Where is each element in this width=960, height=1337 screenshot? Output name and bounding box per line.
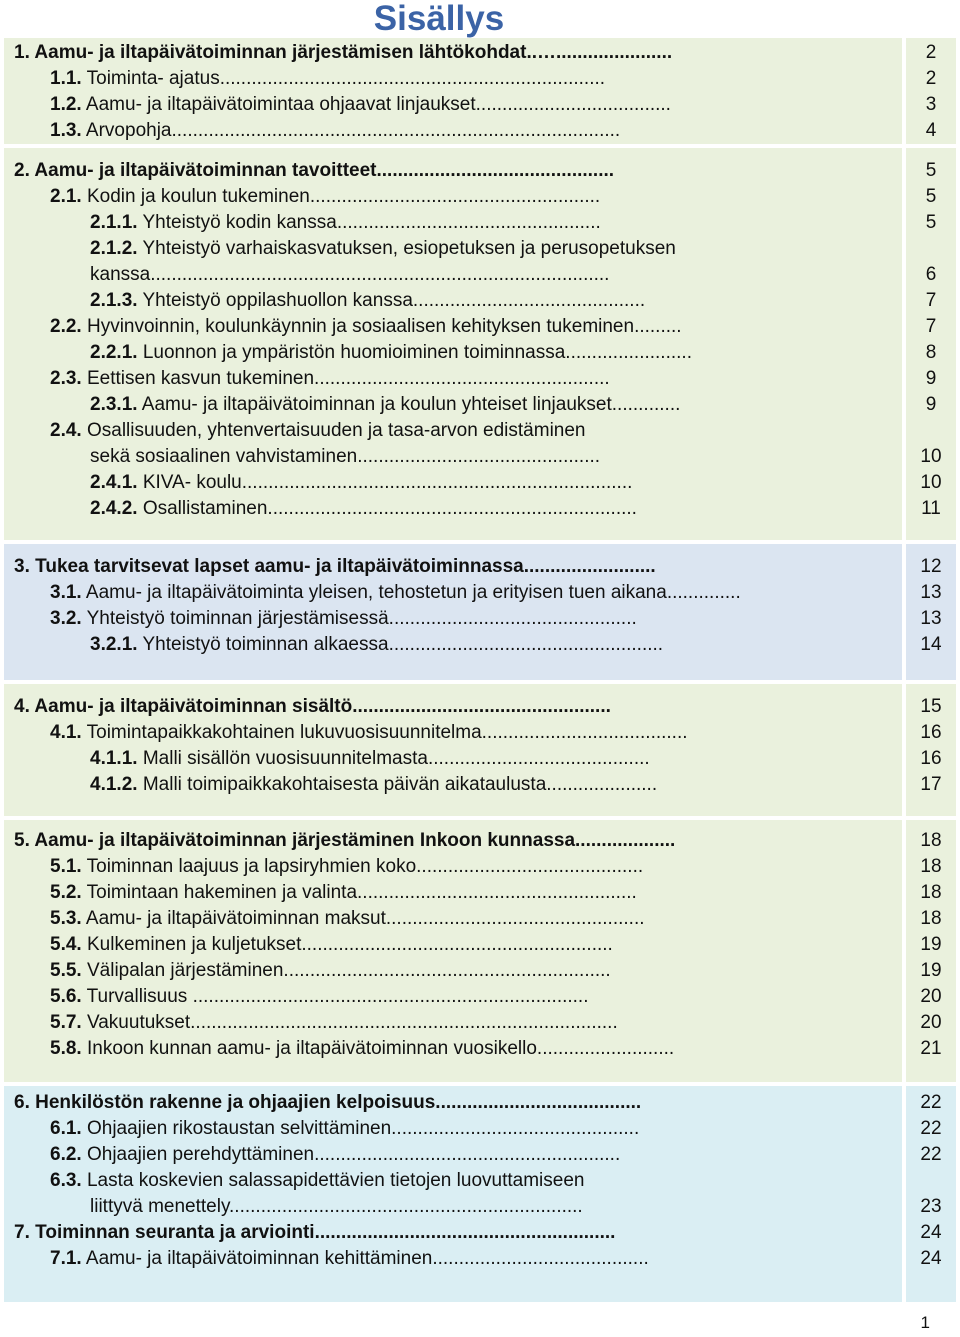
toc-entry-page: 2 <box>925 68 937 89</box>
toc-entry[interactable] <box>90 340 692 366</box>
toc-entry-title: Turvallisuus ........................................................................... <box>81 986 589 1007</box>
toc-entry-number: 3. <box>14 556 30 577</box>
toc-entry[interactable] <box>50 1168 584 1194</box>
toc-entry[interactable] <box>14 554 656 580</box>
toc-section-page-band <box>906 544 956 680</box>
toc-section-text-band <box>4 1086 902 1302</box>
toc-entry[interactable] <box>50 984 589 1010</box>
toc-entry[interactable] <box>90 236 676 262</box>
toc-entry-page: 22 <box>920 1118 942 1139</box>
toc-entry-number: 1. <box>14 42 30 63</box>
toc-entry[interactable] <box>50 66 605 92</box>
toc-entry-page: 22 <box>920 1092 942 1113</box>
toc-entry-number: 3.1. <box>50 582 82 603</box>
toc-section-page-band <box>906 38 956 144</box>
toc-entry-page: 18 <box>920 882 942 903</box>
toc-entry-page: 7 <box>925 290 937 311</box>
toc-entry-page: 10 <box>920 446 942 467</box>
toc-entry-title: Osallisuuden, yhtenvertaisuuden ja tasa-arvon edistäminen <box>81 420 586 441</box>
toc-entry[interactable] <box>50 880 637 906</box>
toc-entry[interactable] <box>50 1142 620 1168</box>
toc-section-page-band <box>906 148 956 540</box>
toc-entry-number: 2.4. <box>50 420 82 441</box>
toc-entry-page: 14 <box>920 634 942 655</box>
toc-entry-page: 12 <box>920 556 942 577</box>
toc-entry-title: Aamu- ja iltapäivätoiminnan maksut................................................. <box>81 908 645 929</box>
toc-entry[interactable] <box>14 828 675 854</box>
toc-entry-title: Malli sisällön vuosisuunnitelmasta.......................................... <box>137 748 650 769</box>
toc-section-text-band <box>4 684 902 816</box>
toc-entry-title: Yhteistyö toiminnan alkaessa.................................................... <box>137 634 664 655</box>
toc-entry[interactable] <box>50 932 613 958</box>
toc-entry-title: Yhteistyö kodin kanssa.................................................. <box>137 212 601 233</box>
toc-entry[interactable] <box>50 854 643 880</box>
toc-entry-page: 6 <box>925 264 937 285</box>
toc-entry[interactable] <box>90 262 609 288</box>
toc-entry[interactable] <box>90 632 663 658</box>
toc-entry-number: 5.4. <box>50 934 82 955</box>
toc-entry-title: Toiminta- ajatus......................................................................... <box>81 68 606 89</box>
toc-entry[interactable] <box>50 184 600 210</box>
page-number: 1 <box>920 1313 930 1332</box>
toc-entry-page: 10 <box>920 472 942 493</box>
toc-entry-number: 5.5. <box>50 960 82 981</box>
toc-entry-number: 6.3. <box>50 1170 82 1191</box>
toc-entry-page: 2 <box>925 42 937 63</box>
toc-entry-number: 5. <box>14 830 30 851</box>
toc-entry[interactable] <box>50 92 671 118</box>
toc-section-text-band <box>4 820 902 1082</box>
toc-entry-page: 11 <box>921 498 941 519</box>
toc-entry-page: 24 <box>920 1248 942 1269</box>
toc-entry-page: 7 <box>925 316 937 337</box>
toc-entry-title: Eettisen kasvun tukeminen........................................................ <box>81 368 610 389</box>
toc-entry-title: Kulkeminen ja kuljetukset........................................................... <box>81 934 613 955</box>
toc-entry-number: 1.2. <box>50 94 82 115</box>
toc-entry-number: 2.4.1. <box>90 472 138 493</box>
toc-entry-number: 2.1.3. <box>90 290 138 311</box>
toc-entry[interactable] <box>14 694 611 720</box>
toc-entry[interactable] <box>50 720 688 746</box>
toc-section <box>4 544 956 680</box>
toc-entry-page: 5 <box>925 186 937 207</box>
toc-section <box>4 820 956 1082</box>
toc-entry[interactable] <box>90 746 650 772</box>
toc-entry[interactable] <box>50 118 620 144</box>
toc-entry[interactable] <box>14 1090 641 1116</box>
toc-entry-title: Inkoon kunnan aamu- ja iltapäivätoiminnan vuosikello.......................... <box>81 1038 675 1059</box>
toc-entry-number: 4.1.1. <box>90 748 138 769</box>
toc-entry-page: 5 <box>925 212 937 233</box>
toc-entry-page: 16 <box>920 748 942 769</box>
toc-entry[interactable] <box>14 1220 615 1246</box>
toc-entry[interactable] <box>50 314 682 340</box>
toc-entry-page: 18 <box>920 908 942 929</box>
toc-entry-number: 2. <box>14 160 30 181</box>
toc-entry[interactable] <box>50 366 610 392</box>
toc-entry[interactable] <box>90 392 680 418</box>
toc-entry-number: 5.3. <box>50 908 82 929</box>
toc-entry-title: Yhteistyö toiminnan järjestämisessä............................................... <box>81 608 637 629</box>
toc-entry-title: liittyvä menettely................................................................... <box>90 1196 583 1217</box>
toc-entry-number: 2.2.1. <box>90 342 138 363</box>
toc-entry[interactable] <box>90 288 645 314</box>
toc-entry-title: Yhteistyö oppilashuollon kanssa............................................ <box>137 290 646 311</box>
toc-entry-title: Ohjaajien perehdyttäminen.......................................................... <box>81 1144 621 1165</box>
toc-entry-page: 18 <box>920 830 942 851</box>
toc-entry-number: 2.3.1. <box>90 394 138 415</box>
toc-entry-number: 5.7. <box>50 1012 82 1033</box>
toc-entry-title: Lasta koskevien salassapidettävien tietojen luovuttamiseen <box>81 1170 585 1191</box>
toc-entry-number: 3.2. <box>50 608 82 629</box>
toc-entry-page: 8 <box>925 342 937 363</box>
toc-entry-title: Toiminnan laajuus ja lapsiryhmien koko........................................... <box>81 856 644 877</box>
toc-entry-title: Välipalan järjestäminen.............................................................. <box>81 960 611 981</box>
toc-entry[interactable] <box>90 1194 583 1220</box>
toc-entry-title: Henkilöstön rakenne ja ohjaajien kelpoisuus....................................... <box>29 1092 642 1113</box>
toc-entry[interactable] <box>50 418 586 444</box>
toc-section <box>4 1086 956 1302</box>
toc-entry-number: 2.1.1. <box>90 212 138 233</box>
toc-entry-number: 5.8. <box>50 1038 82 1059</box>
toc-entry[interactable] <box>50 906 645 932</box>
toc-entry-page: 13 <box>920 582 942 603</box>
toc-entry-title: Aamu- ja iltapäivätoiminta yleisen, tehostetun ja erityisen tuen aikana.............. <box>81 582 741 603</box>
toc-entry[interactable] <box>50 1116 639 1142</box>
toc-entry[interactable] <box>50 606 637 632</box>
toc-entry-title: Aamu- ja iltapäivätoiminnan tavoitteet............................................. <box>29 160 615 181</box>
toc-entry-page: 13 <box>920 608 942 629</box>
toc-entry-page: 9 <box>925 368 937 389</box>
toc-entry-number: 2.3. <box>50 368 82 389</box>
toc-entry[interactable] <box>90 444 600 470</box>
toc-section-text-band <box>4 148 902 540</box>
toc-entry-title: Osallistaminen...................................................................... <box>137 498 637 519</box>
toc-entry-page: 18 <box>920 856 942 877</box>
toc-entry-number: 6.2. <box>50 1144 82 1165</box>
toc-entry-title: Tukea tarvitsevat lapset aamu- ja iltapäivätoiminnassa......................... <box>29 556 656 577</box>
toc-section-text-band <box>4 544 902 680</box>
toc-entry-number: 4.1. <box>50 722 82 743</box>
toc-section-text-band <box>4 38 902 144</box>
toc-entry[interactable] <box>50 580 741 606</box>
toc-entry[interactable] <box>90 772 657 798</box>
toc-entry-number: 1.3. <box>50 120 82 141</box>
toc-entry-title: Aamu- ja iltapäivätoiminnan sisältö................................................. <box>29 696 611 717</box>
toc-entry-title: Aamu- ja iltapäivätoiminnan kehittäminen......................................... <box>81 1248 649 1269</box>
toc-entry-page: 9 <box>925 394 937 415</box>
toc-entry-title: kanssa....................................................................................... <box>90 264 610 285</box>
toc-entry-page: 4 <box>925 120 937 141</box>
toc-entry[interactable] <box>50 1036 674 1062</box>
toc-entry-number: 2.2. <box>50 316 82 337</box>
toc-entry-page: 19 <box>920 960 942 981</box>
toc-entry[interactable] <box>50 1246 649 1272</box>
toc-entry-title: Vakuutukset................................................................................. <box>81 1012 618 1033</box>
toc-entry[interactable] <box>90 470 632 496</box>
toc-entry-title: Aamu- ja iltapäivätoiminnan ja koulun yhteiset linjaukset............. <box>137 394 681 415</box>
toc-entry-number: 5.2. <box>50 882 82 903</box>
toc-entry-page: 20 <box>920 1012 942 1033</box>
toc-entry-title: Kodin ja koulun tukeminen....................................................... <box>81 186 601 207</box>
page-title: Sisällys <box>373 0 505 38</box>
toc-entry[interactable] <box>90 210 601 236</box>
toc-entry-number: 7. <box>14 1222 30 1243</box>
toc-entry-page: 15 <box>920 696 942 717</box>
toc-entry-page: 17 <box>920 774 942 795</box>
toc-entry[interactable] <box>14 158 614 184</box>
toc-entry-title: Yhteistyö varhaiskasvatuksen, esiopetuksen ja perusopetuksen <box>137 238 676 259</box>
toc-entry[interactable] <box>50 958 611 984</box>
toc-entry-title: Ohjaajien rikostaustan selvittäminen............................................... <box>81 1118 640 1139</box>
toc-entry-title: Toiminnan seuranta ja arviointi......................................................... <box>29 1222 616 1243</box>
toc-entry-page: 5 <box>925 160 937 181</box>
toc-entry-page: 20 <box>920 986 942 1007</box>
table-of-contents <box>4 38 956 1302</box>
toc-entry-number: 6. <box>14 1092 30 1113</box>
toc-section-page-band <box>906 684 956 816</box>
toc-entry-title: Aamu- ja iltapäivätoiminnan järjestäminen Inkoon kunnassa................... <box>29 830 676 851</box>
toc-entry-page: 23 <box>920 1196 942 1217</box>
toc-entry-title: Aamu- ja iltapäivätoiminnan järjestämisen lähtökohdat..…...................... <box>29 42 673 63</box>
toc-entry-number: 7.1. <box>50 1248 82 1269</box>
toc-section-page-band <box>906 1086 956 1302</box>
toc-entry-number: 4.1.2. <box>90 774 138 795</box>
toc-entry-title: Malli toimipaikkakohtaisesta päivän aikataulusta..................... <box>137 774 658 795</box>
toc-entry-page: 16 <box>920 722 942 743</box>
toc-entry-number: 2.1. <box>50 186 82 207</box>
toc-section-page-band <box>906 820 956 1082</box>
toc-entry-number: 5.6. <box>50 986 82 1007</box>
toc-entry-title: Hyvinvoinnin, koulunkäynnin ja sosiaalisen kehityksen tukeminen......... <box>81 316 682 337</box>
toc-entry-page: 22 <box>920 1144 942 1165</box>
toc-section <box>4 684 956 816</box>
toc-entry-number: 4. <box>14 696 30 717</box>
toc-entry-title: Aamu- ja iltapäivätoimintaa ohjaavat linjaukset..................................... <box>81 94 671 115</box>
toc-entry-title: sekä sosiaalinen vahvistaminen.............................................. <box>90 446 601 467</box>
toc-entry-number: 5.1. <box>50 856 82 877</box>
toc-entry-title: Arvopohja..................................................................................... <box>81 120 621 141</box>
toc-entry-title: Toimintaan hakeminen ja valinta..................................................... <box>81 882 637 903</box>
toc-entry-title: Luonnon ja ympäristön huomioiminen toiminnassa........................ <box>137 342 692 363</box>
toc-entry[interactable] <box>90 496 637 522</box>
toc-entry-page: 3 <box>925 94 937 115</box>
toc-section <box>4 38 956 144</box>
toc-entry-number: 1.1. <box>50 68 82 89</box>
toc-entry-number: 2.1.2. <box>90 238 138 259</box>
toc-entry[interactable] <box>50 1010 618 1036</box>
toc-entry-number: 6.1. <box>50 1118 82 1139</box>
toc-entry-page: 21 <box>920 1038 942 1059</box>
toc-entry-page: 19 <box>920 934 942 955</box>
toc-entry-number: 3.2.1. <box>90 634 138 655</box>
toc-entry-page: 24 <box>920 1222 942 1243</box>
toc-entry-title: Toimintapaikkakohtainen lukuvuosisuunnitelma....................................... <box>81 722 688 743</box>
toc-entry[interactable] <box>14 40 672 66</box>
toc-entry-number: 2.4.2. <box>90 498 138 519</box>
toc-entry-title: KIVA- koulu.......................................................................... <box>137 472 633 493</box>
toc-section <box>4 148 956 540</box>
